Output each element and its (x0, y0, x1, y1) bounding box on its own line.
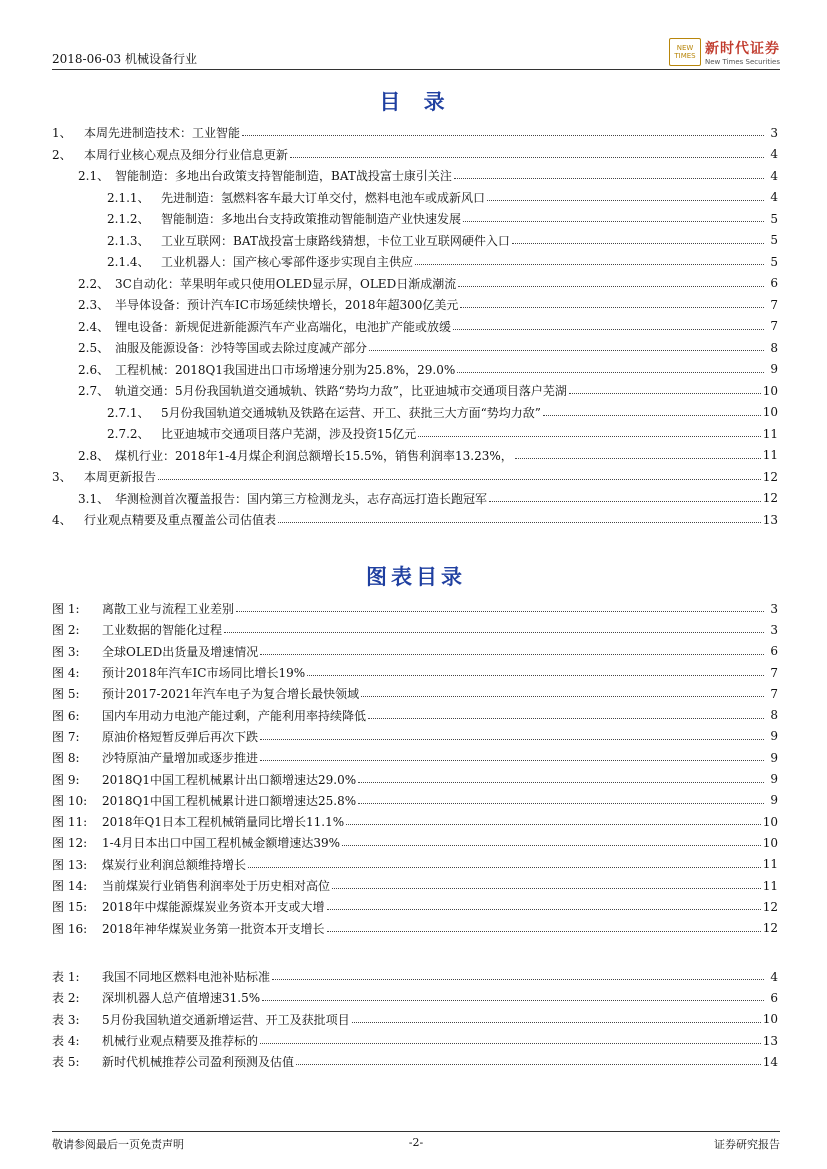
dot-leader (352, 1022, 761, 1023)
entry-title: 2018Q1中国工程机械累计进口额增速达25.8% (102, 793, 357, 808)
entry-title: 新时代机械推荐公司盈利预测及估值 (102, 1055, 295, 1070)
entry-page: 10 (762, 835, 778, 850)
dot-leader (569, 393, 761, 394)
dot-leader (453, 329, 764, 330)
entry-number: 图 11: (52, 815, 88, 830)
entry-page: 3 (770, 622, 778, 637)
figure-entry[interactable] (52, 832, 778, 853)
figure-entry[interactable] (52, 641, 778, 662)
entry-title: 5月份我国轨道交通城轨及铁路在运营、开工、获批三大方面“势均力敌” (161, 405, 541, 420)
table-of-contents (52, 122, 778, 531)
footer-divider (52, 1131, 780, 1132)
entry-page: 3 (770, 601, 778, 616)
entry-number: 图 1: (52, 602, 80, 617)
dot-leader (369, 350, 764, 351)
entry-page: 10 (762, 383, 778, 398)
entry-title: 我国不同地区燃料电池补贴标准 (102, 970, 271, 985)
toc-entry[interactable] (52, 402, 778, 424)
entry-title: 行业观点精要及重点覆盖公司估值表 (84, 513, 277, 528)
entry-title: 本周更新报告 (84, 470, 157, 485)
figure-entry[interactable] (52, 917, 778, 938)
dot-leader (262, 1000, 764, 1001)
dot-leader (368, 718, 764, 719)
dot-leader (361, 696, 764, 697)
toc-entry[interactable] (52, 380, 778, 402)
entry-number: 图 2: (52, 623, 80, 638)
table-entry[interactable] (52, 1030, 778, 1051)
entry-page: 7 (770, 686, 778, 701)
entry-title: 半导体设备：预计汽车IC市场延续快增长，2018年超300亿美元 (115, 298, 459, 313)
dot-leader (158, 479, 761, 480)
entry-number: 2.1.2、 (107, 212, 150, 227)
entry-page: 4 (770, 147, 778, 162)
dot-leader (260, 739, 764, 740)
entry-number: 图 15: (52, 900, 88, 915)
entry-number: 2.3、 (78, 298, 110, 313)
page-number: -2- (408, 1136, 424, 1149)
entry-title: 沙特原油产量增加或逐步推进 (102, 751, 259, 766)
dot-leader (260, 760, 764, 761)
figure-entry[interactable] (52, 704, 778, 725)
table-entry[interactable] (52, 987, 778, 1008)
figure-entry[interactable] (52, 896, 778, 917)
entry-page: 7 (770, 319, 778, 334)
entry-page: 10 (762, 1012, 778, 1027)
figure-entry[interactable] (52, 598, 778, 619)
entry-number: 图 10: (52, 793, 88, 808)
entry-number: 图 9: (52, 772, 80, 787)
toc-entry[interactable] (52, 466, 778, 488)
entry-title: 煤机行业：2018年1-4月煤企利润总额增长15.5%，销售利润率13.23%， (115, 448, 513, 463)
entry-page: 12 (762, 491, 778, 506)
toc-entry[interactable] (52, 251, 778, 273)
table-entry[interactable] (52, 1051, 778, 1072)
entry-title: 本周行业核心观点及细分行业信息更新 (84, 147, 289, 162)
entry-title: 智能制造：多地出台支持政策推动智能制造产业快速发展 (161, 212, 462, 227)
entry-title: 工业互联网：BAT战投富士康路线猜想，卡位工业互联网硬件入口 (161, 233, 510, 248)
entry-title: 2018年Q1日本工程机械销量同比增长11.1% (102, 815, 345, 830)
entry-number: 2.7.1、 (107, 405, 150, 420)
entry-page: 10 (762, 814, 778, 829)
entry-title: 煤炭行业利润总额维持增长 (102, 857, 247, 872)
entry-page: 4 (770, 969, 778, 984)
entry-page: 13 (762, 1033, 778, 1048)
header-date-industry: 2018-06-03 机械设备行业 (52, 52, 198, 66)
toc-entry[interactable] (52, 144, 778, 166)
dot-leader (512, 243, 764, 244)
dot-leader (327, 931, 761, 932)
figure-list (52, 598, 778, 939)
entry-page: 9 (770, 772, 778, 787)
dot-leader (463, 221, 764, 222)
page-header (52, 38, 780, 68)
dot-leader (260, 654, 764, 655)
entry-page: 5 (770, 254, 778, 269)
entry-number: 表 2: (52, 991, 80, 1006)
entry-title: 预计2017-2021年汽车电子为复合增长最快领域 (102, 687, 360, 702)
dot-leader (342, 845, 761, 846)
dot-leader (454, 178, 764, 179)
dot-leader (358, 803, 764, 804)
entry-title: 全球OLED出货量及增速情况 (102, 644, 259, 659)
entry-number: 1、 (52, 126, 72, 141)
toc-entry[interactable] (52, 230, 778, 252)
entry-number: 2.7、 (78, 384, 110, 399)
entry-number: 表 3: (52, 1012, 80, 1027)
figure-entry[interactable] (52, 619, 778, 640)
entry-number: 表 1: (52, 970, 80, 985)
entry-number: 图 13: (52, 857, 88, 872)
entry-page: 9 (770, 729, 778, 744)
entry-page: 14 (762, 1054, 778, 1069)
entry-title: 原油价格短暂反弹后再次下跌 (102, 729, 259, 744)
entry-number: 图 14: (52, 879, 88, 893)
entry-page: 6 (770, 990, 778, 1005)
table-entry[interactable] (52, 1009, 778, 1030)
entry-page: 12 (762, 469, 778, 484)
entry-page: 12 (762, 899, 778, 914)
logo-mark-icon: NEW TIMES (669, 38, 701, 66)
figure-entry[interactable] (52, 683, 778, 704)
entry-page: 9 (770, 750, 778, 765)
toc-title: 目 录 (379, 89, 453, 114)
toc-entry[interactable] (52, 509, 778, 531)
entry-number: 3、 (52, 470, 72, 485)
dot-leader (457, 372, 764, 373)
dot-leader (296, 1064, 761, 1065)
entry-page: 7 (770, 297, 778, 312)
entry-number: 2.4、 (78, 319, 110, 334)
entry-number: 3.1、 (78, 491, 110, 506)
dot-leader (327, 909, 761, 910)
toc-entry[interactable] (52, 337, 778, 359)
entry-number: 图 12: (52, 836, 88, 851)
table-list (52, 966, 778, 1072)
entry-title: 3C自动化：苹果明年或只使用OLED显示屏，OLED日渐成潮流 (115, 276, 457, 291)
entry-number: 2.1.4、 (107, 255, 150, 270)
entry-number: 图 4: (52, 666, 80, 681)
toc-entry[interactable] (52, 165, 778, 187)
toc-entry[interactable] (52, 359, 778, 381)
entry-title: 油服及能源设备：沙特等国或去除过度减产部分 (115, 341, 368, 356)
entry-number: 4、 (52, 513, 72, 528)
entry-title: 深圳机器人总产值增速31.5% (102, 991, 261, 1006)
entry-page: 10 (762, 405, 778, 420)
toc-entry[interactable] (52, 488, 778, 510)
entry-page: 5 (770, 211, 778, 226)
dot-leader (290, 157, 764, 158)
entry-number: 2.1.3、 (107, 233, 150, 248)
entry-page: 11 (762, 857, 778, 872)
figure-entry[interactable] (52, 811, 778, 832)
entry-title: 离散工业与流程工业差别 (102, 602, 235, 617)
entry-number: 2.5、 (78, 341, 110, 356)
entry-title: 国内车用动力电池产能过剩，产能利用率持续降低 (102, 708, 367, 723)
figure-entry[interactable] (52, 768, 778, 789)
entry-number: 2、 (52, 147, 72, 162)
dot-leader (487, 200, 764, 201)
entry-page: 6 (770, 644, 778, 659)
entry-title: 华测检测首次覆盖报告：国内第三方检测龙头，志存高远打造长跑冠军 (115, 491, 488, 506)
toc-entry[interactable] (52, 316, 778, 338)
entry-page: 4 (770, 168, 778, 183)
dot-leader (346, 824, 761, 825)
entry-title: 2018年神华煤炭业务第一批资本开支增长 (102, 921, 325, 936)
dot-leader (460, 307, 764, 308)
dot-leader (307, 675, 764, 676)
entry-page: 8 (770, 708, 778, 723)
dot-leader (260, 1043, 761, 1044)
entry-title: 5月份我国轨道交通新增运营、开工及获批项目 (102, 1012, 350, 1027)
dot-leader (278, 522, 761, 523)
entry-page: 3 (770, 125, 778, 140)
entry-number: 2.1、 (78, 169, 110, 184)
toc-entry[interactable] (52, 423, 778, 445)
entry-number: 2.8、 (78, 448, 110, 463)
entry-title: 轨道交通：5月份我国轨道交通城轨、铁路“势均力敌”，比亚迪城市交通项目落户芜湖 (115, 384, 567, 399)
figure-entry[interactable] (52, 662, 778, 683)
entry-page: 7 (770, 665, 778, 680)
toc-entry[interactable] (52, 187, 778, 209)
dot-leader (458, 286, 764, 287)
entry-page: 4 (770, 190, 778, 205)
dot-leader (236, 611, 764, 612)
entry-title: 机械行业观点精要及推荐标的 (102, 1034, 259, 1049)
dot-leader (272, 979, 764, 980)
dot-leader (224, 632, 764, 633)
dot-leader (415, 264, 764, 265)
entry-title: 工业数据的智能化过程 (102, 623, 223, 638)
toc-entry[interactable] (52, 273, 778, 295)
header-divider (52, 69, 780, 70)
entry-page: 8 (770, 340, 778, 355)
entry-page: 11 (762, 426, 778, 441)
figures-title: 图表目录 (366, 564, 466, 589)
logo-name-en: New Times Securities (705, 58, 780, 66)
entry-number: 图 6: (52, 708, 80, 723)
entry-page: 11 (762, 878, 778, 893)
entry-title: 锂电设备：新规促进新能源汽车产业高端化，电池扩产能或放缓 (115, 319, 452, 334)
dot-leader (515, 458, 761, 459)
entry-page: 6 (770, 276, 778, 291)
dot-leader (489, 501, 761, 502)
figure-entry[interactable] (52, 747, 778, 768)
entry-title: 工程机械：2018Q1我国进出口市场增速分别为25.8%，29.0% (115, 362, 456, 377)
entry-page: 9 (770, 362, 778, 377)
entry-title: 先进制造：氢燃料客车最大订单交付，燃料电池车或成新风口 (161, 190, 486, 205)
dot-leader (242, 135, 764, 136)
entry-number: 图 7: (52, 729, 80, 744)
dot-leader (418, 436, 760, 437)
entry-number: 图 8: (52, 751, 80, 766)
logo-name-cn: 新时代证券 (705, 41, 780, 57)
figure-entry[interactable] (52, 790, 778, 811)
entry-number: 图 5: (52, 687, 80, 702)
entry-title: 本周先进制造技术：工业智能 (84, 126, 241, 141)
entry-title: 预计2018年汽车IC市场同比增长19% (102, 666, 306, 681)
entry-title: 1-4月日本出口中国工程机械金额增速达39% (102, 836, 340, 851)
entry-page: 5 (770, 233, 778, 248)
dot-leader (332, 888, 761, 889)
entry-page: 12 (762, 921, 778, 936)
entry-number: 2.7.2、 (107, 427, 150, 442)
entry-number: 表 4: (52, 1034, 80, 1049)
table-entry[interactable] (52, 966, 778, 987)
footer-disclaimer: 敬请参阅最后一页免责声明 (52, 1138, 184, 1151)
toc-entry[interactable] (52, 122, 778, 144)
footer-report-type: 证券研究报告 (714, 1138, 780, 1151)
entry-title: 2018Q1中国工程机械累计出口额增速达29.0% (102, 772, 357, 787)
entry-number: 2.2、 (78, 276, 110, 291)
entry-number: 2.1.1、 (107, 190, 150, 205)
dot-leader (248, 867, 761, 868)
entry-title: 智能制造：多地出台政策支持智能制造，BAT战投富士康引关注 (115, 169, 452, 184)
entry-number: 2.6、 (78, 362, 110, 377)
entry-title: 工业机器人：国产核心零部件逐步实现自主供应 (161, 255, 414, 270)
figure-entry[interactable] (52, 875, 778, 896)
toc-entry[interactable] (52, 294, 778, 316)
dot-leader (358, 782, 764, 783)
figure-entry[interactable] (52, 854, 778, 875)
company-logo (669, 38, 780, 66)
entry-title: 比亚迪城市交通项目落户芜湖，涉及投资15亿元 (161, 427, 417, 442)
entry-page: 9 (770, 793, 778, 808)
entry-number: 表 5: (52, 1055, 80, 1070)
figure-entry[interactable] (52, 726, 778, 747)
entry-page: 13 (762, 512, 778, 527)
dot-leader (543, 415, 761, 416)
entry-title: 2018年中煤能源煤炭业务资本开支或大增 (102, 900, 325, 915)
entry-page: 11 (762, 448, 778, 463)
entry-number: 图 16: (52, 921, 88, 936)
toc-entry[interactable] (52, 445, 778, 467)
entry-number: 图 3: (52, 644, 80, 659)
toc-entry[interactable] (52, 208, 778, 230)
entry-title: 当前煤炭行业销售利润率处于历史相对高位 (102, 879, 331, 893)
